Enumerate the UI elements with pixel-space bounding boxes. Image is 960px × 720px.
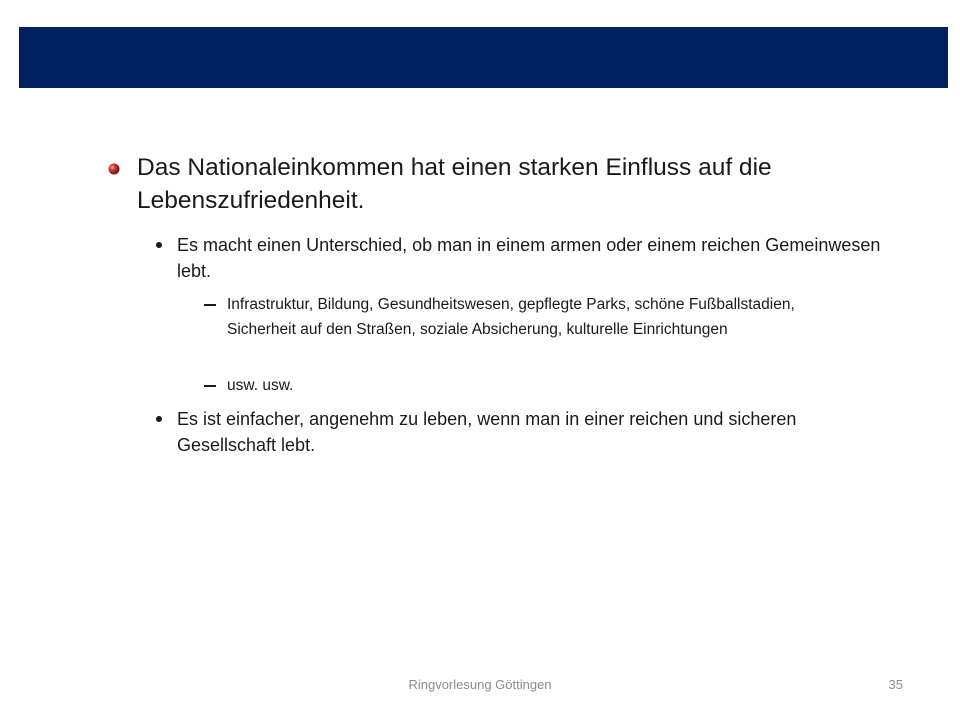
footer-label: Ringvorlesung Göttingen [408, 677, 552, 692]
sub-sub-point-2: usw. usw. [227, 377, 294, 394]
sub-point-1: Es macht einen Unterschied, ob man in einem armen oder einem reichen Gemeinwesen lebt. [177, 235, 881, 281]
dash-bullet-icon [204, 385, 216, 387]
red-sphere-bullet-icon [108, 163, 120, 175]
dash-bullet-icon [204, 304, 216, 306]
main-point: Das Nationaleinkommen hat einen starken Einfluss auf die Lebenszufriedenheit. [137, 154, 772, 214]
sub-point-2: Es ist einfacher, angenehm zu leben, wenn man in einer reichen und sicheren Gesellschaft lebt. [177, 409, 797, 455]
bullet-dot-icon [156, 416, 162, 422]
bullet-dot-icon [156, 242, 162, 248]
page-number: 35 [888, 677, 903, 692]
sub-sub-point-1: Infrastruktur, Bildung, Gesundheitswesen, gepflegte Parks, schöne Fußballstadien, Sicherheit auf den Straßen, soziale Absicherung, kulturelle Einrichtungen [227, 296, 795, 338]
